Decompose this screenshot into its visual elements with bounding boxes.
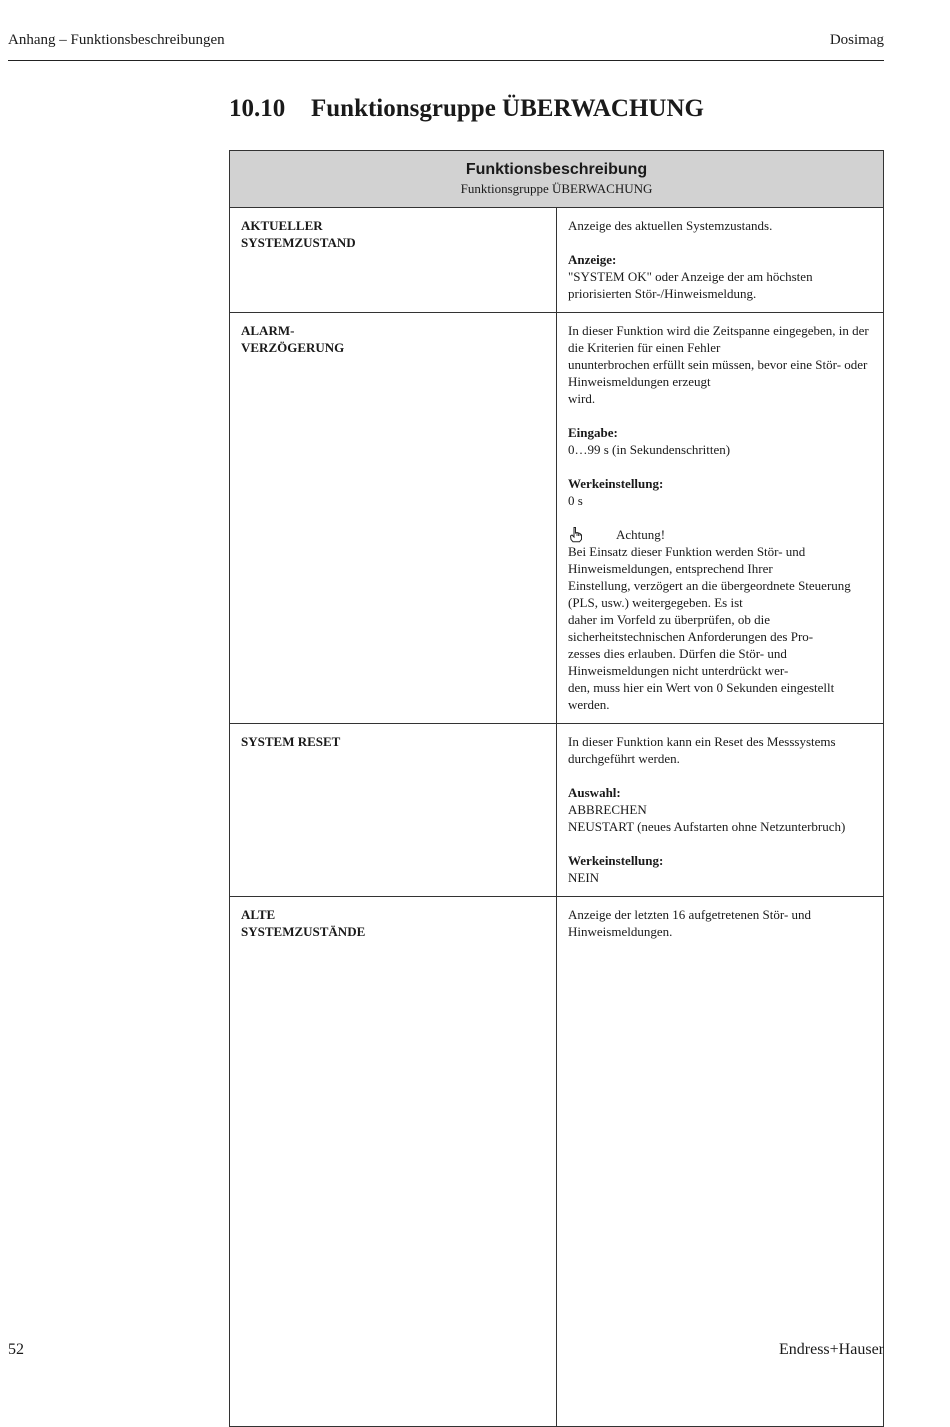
description-line: In dieser Funktion wird die Zeitspanne eingegeben, in der die Kriterien für einen Fehler (568, 323, 869, 355)
display-text: "SYSTEM OK" oder Anzeige der am höchsten priorisierten Stör-/Hinweismeldung. (568, 269, 813, 301)
function-name (230, 208, 557, 313)
table-row (230, 724, 884, 897)
warning-line: Einstellung, verzögert an die übergeordnete Steuerung (PLS, usw.) weitergegeben. Es ist (568, 578, 851, 610)
function-name (230, 897, 557, 1427)
input-value: 0…99 s (in Sekundenschritten) (568, 442, 731, 457)
description-text: In dieser Funktion kann ein Reset des Messsystems durchgeführt werden. (568, 734, 836, 766)
description-text: Anzeige des aktuellen Systemzustands. (568, 218, 773, 233)
function-name (230, 724, 557, 897)
table-row (230, 208, 884, 313)
description-line: ununterbrochen erfüllt sein müssen, bevor eine Stör- oder Hinweismeldungen erzeugt (568, 357, 868, 389)
table-header-title: Funktionsbeschreibung (465, 161, 648, 178)
running-header-right: Dosimag (829, 32, 884, 48)
section-title (229, 95, 704, 123)
header-rule (8, 60, 884, 61)
display-label: Anzeige: (568, 252, 617, 267)
brand-name: Endress+Hauser (779, 1341, 884, 1358)
function-name-line: ALARM- (241, 323, 295, 338)
section-title-text: Funktionsgruppe ÜBERWACHUNG (311, 95, 704, 122)
running-header-left: Anhang – Funktionsbeschreibungen (8, 32, 225, 48)
input-label: Eingabe: (568, 425, 618, 440)
warning-line: zesses dies erlauben. Dürfen die Stör- und Hinweismeldungen nicht unterdrückt wer- (568, 646, 789, 678)
function-name (230, 313, 557, 724)
function-table (229, 150, 884, 1427)
function-name-line: VERZÖGERUNG (241, 340, 345, 355)
warning-line: daher im Vorfeld zu überprüfen, ob die sicherheitstechnischen Anforderungen des Pro- (568, 612, 814, 644)
table-header-subtitle: Funktionsgruppe ÜBERWACHUNG (460, 181, 653, 196)
description-line: wird. (568, 391, 596, 406)
table-row (230, 313, 884, 724)
option-value: ABBRECHEN (568, 802, 647, 817)
option-value: NEUSTART (neues Aufstarten ohne Netzunterbruch) (568, 819, 846, 834)
section-number: 10.10 (229, 95, 286, 122)
table-header (230, 151, 884, 208)
page-number: 52 (8, 1341, 24, 1358)
default-label: Werkeinstellung: (568, 853, 664, 868)
warning-title: Achtung! (616, 527, 666, 542)
default-value: 0 s (568, 493, 583, 508)
function-description (557, 208, 884, 313)
function-name-line: ALTE (241, 907, 276, 922)
description-text: Anzeige der letzten 16 aufgetretenen Stör- und Hinweismeldungen. (568, 907, 812, 939)
function-name-line: SYSTEM RESET (241, 734, 341, 749)
function-name-line: AKTUELLER (241, 218, 323, 233)
warning-line: Bei Einsatz dieser Funktion werden Stör- und Hinweismeldungen, entsprechend Ihrer (568, 544, 806, 576)
function-name-line: SYSTEMZUSTÄNDE (241, 924, 366, 939)
function-description (557, 724, 884, 897)
default-label: Werkeinstellung: (568, 476, 664, 491)
function-description (557, 313, 884, 724)
hand-pointing-icon (568, 526, 584, 543)
warning-heading (568, 526, 873, 543)
function-name-line: SYSTEMZUSTAND (241, 235, 356, 250)
options-label: Auswahl: (568, 785, 621, 800)
warning-line: den, muss hier ein Wert von 0 Sekunden eingestellt werden. (568, 680, 835, 712)
default-value: NEIN (568, 870, 600, 885)
